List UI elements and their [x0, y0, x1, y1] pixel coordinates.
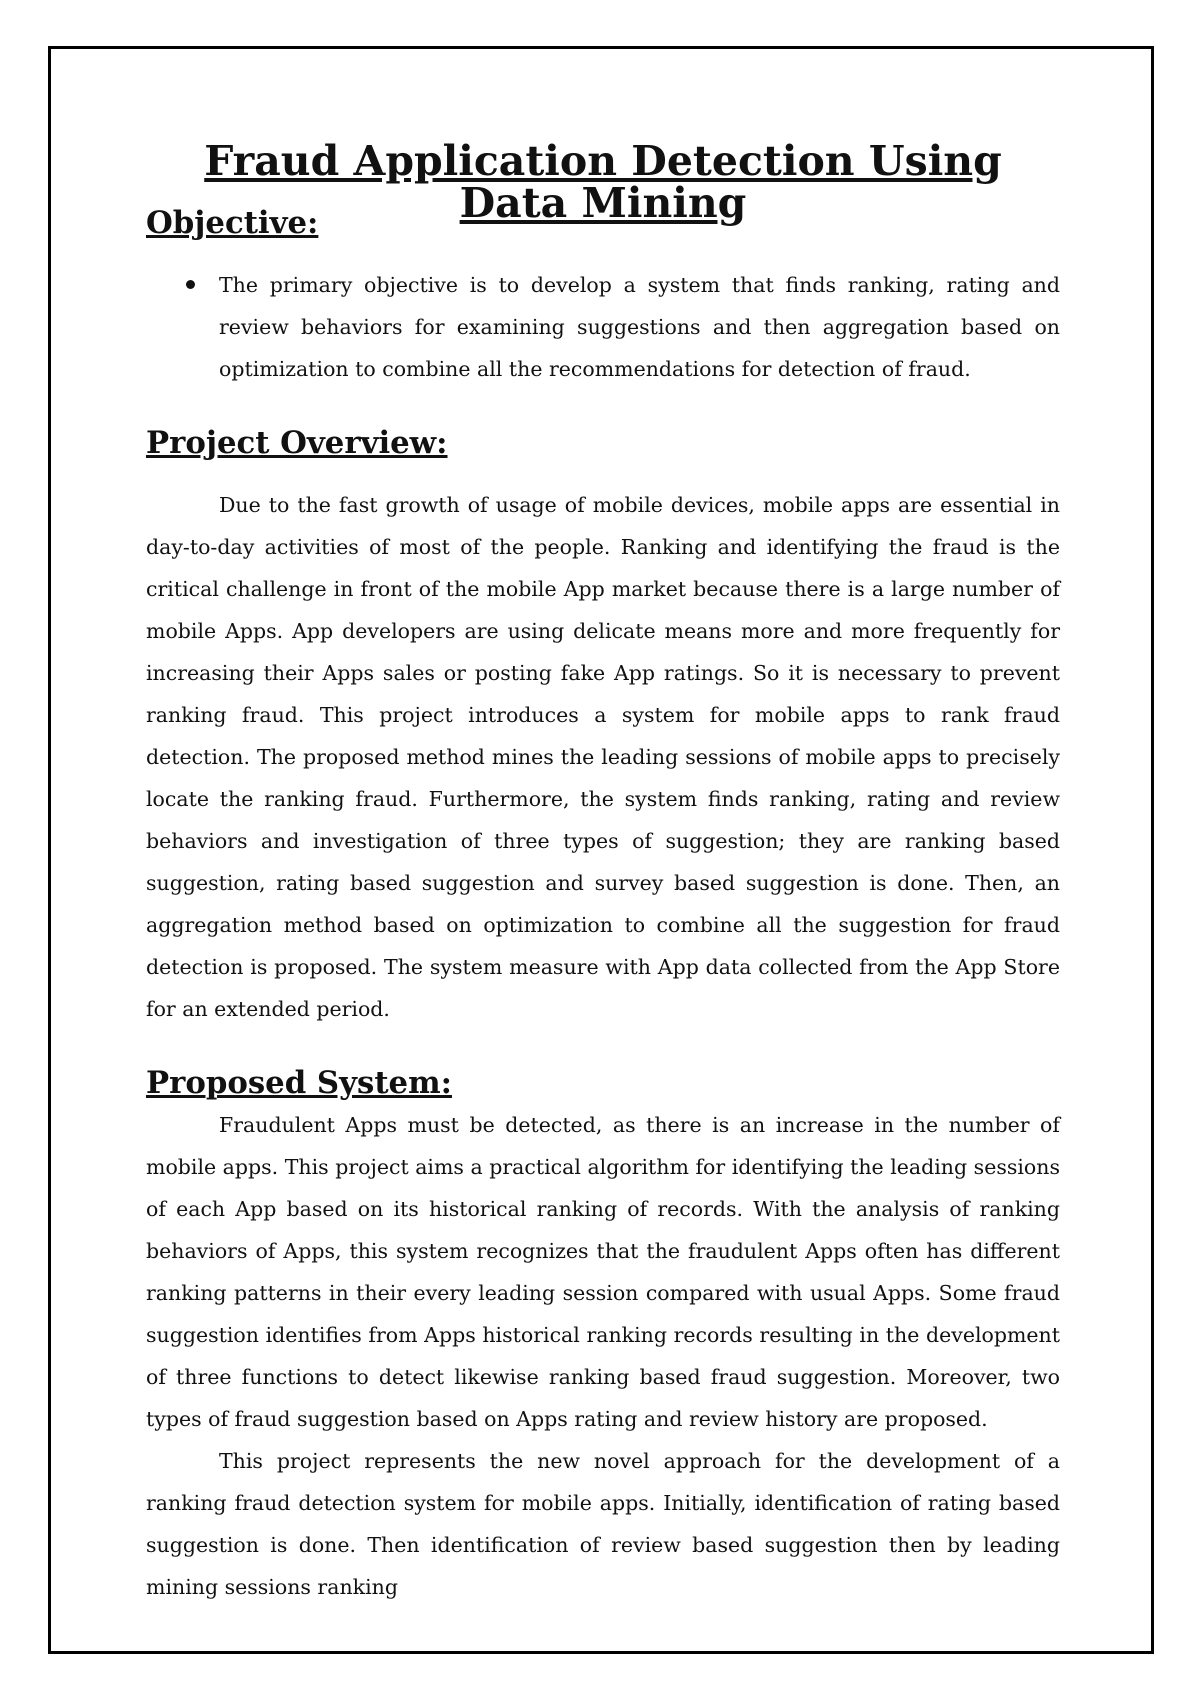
proposed-heading: Proposed System: — [146, 1065, 452, 1101]
spacer — [146, 1030, 1060, 1062]
spacer — [146, 464, 1060, 484]
spacer — [146, 244, 1060, 264]
overview-heading: Project Overview: — [146, 425, 448, 461]
objective-heading: Objective: — [146, 205, 319, 241]
spacer — [146, 390, 1060, 422]
bullet-icon — [186, 280, 195, 289]
document-title: Fraud Application Detection Using Data Mining — [204, 137, 1002, 227]
objective-text: The primary objective is to develop a system that finds ranking, rating and review behaviors for examining suggestions and then aggregation based on optimization to combine all the recommendations for detection of fraud. — [219, 273, 1060, 381]
document-body — [146, 137, 1060, 1608]
proposed-paragraph-1: Fraudulent Apps must be detected, as there is an increase in the number of mobile apps. This project aims a practical algorithm for identifying the leading sessions of each App based on its historical ranking of records. With the analysis of ranking behaviors of Apps, this system recognizes that the fraudulent Apps often has different ranking patterns in their every leading session compared with usual Apps. Some fraud suggestion identifies from Apps historical ranking records resulting in the development of three functions to detect likewise ranking based fraud suggestion. Moreover, two types of fraud suggestion based on Apps rating and review history are proposed. — [146, 1113, 1060, 1431]
proposed-paragraph-2: This project represents the new novel approach for the development of a ranking fraud detection system for mobile apps. Initially, identification of rating based suggestion is done. Then identification of review based suggestion then by leading mining sessions ranking — [146, 1449, 1060, 1599]
overview-paragraph: Due to the fast growth of usage of mobile devices, mobile apps are essential in day-to-day activities of most of the people. Ranking and identifying the fraud is the critical challenge in front of the mobile App market because there is a large number of mobile Apps. App developers are using delicate means more and more frequently for increasing their Apps sales or posting fake App ratings. So it is necessary to prevent ranking fraud. This project introduces a system for mobile apps to rank fraud detection. The proposed method mines the leading sessions of mobile apps to precisely locate the ranking fraud. Furthermore, the system finds ranking, rating and review behaviors and investigation of three types of suggestion; they are ranking based suggestion, rating based suggestion and survey based suggestion is done. Then, an aggregation method based on optimization to combine all the suggestion for fraud detection is proposed. The system measure with App data collected from the App Store for an extended period. — [146, 493, 1060, 1021]
objective-list — [146, 264, 1060, 390]
list-item — [146, 264, 1060, 390]
